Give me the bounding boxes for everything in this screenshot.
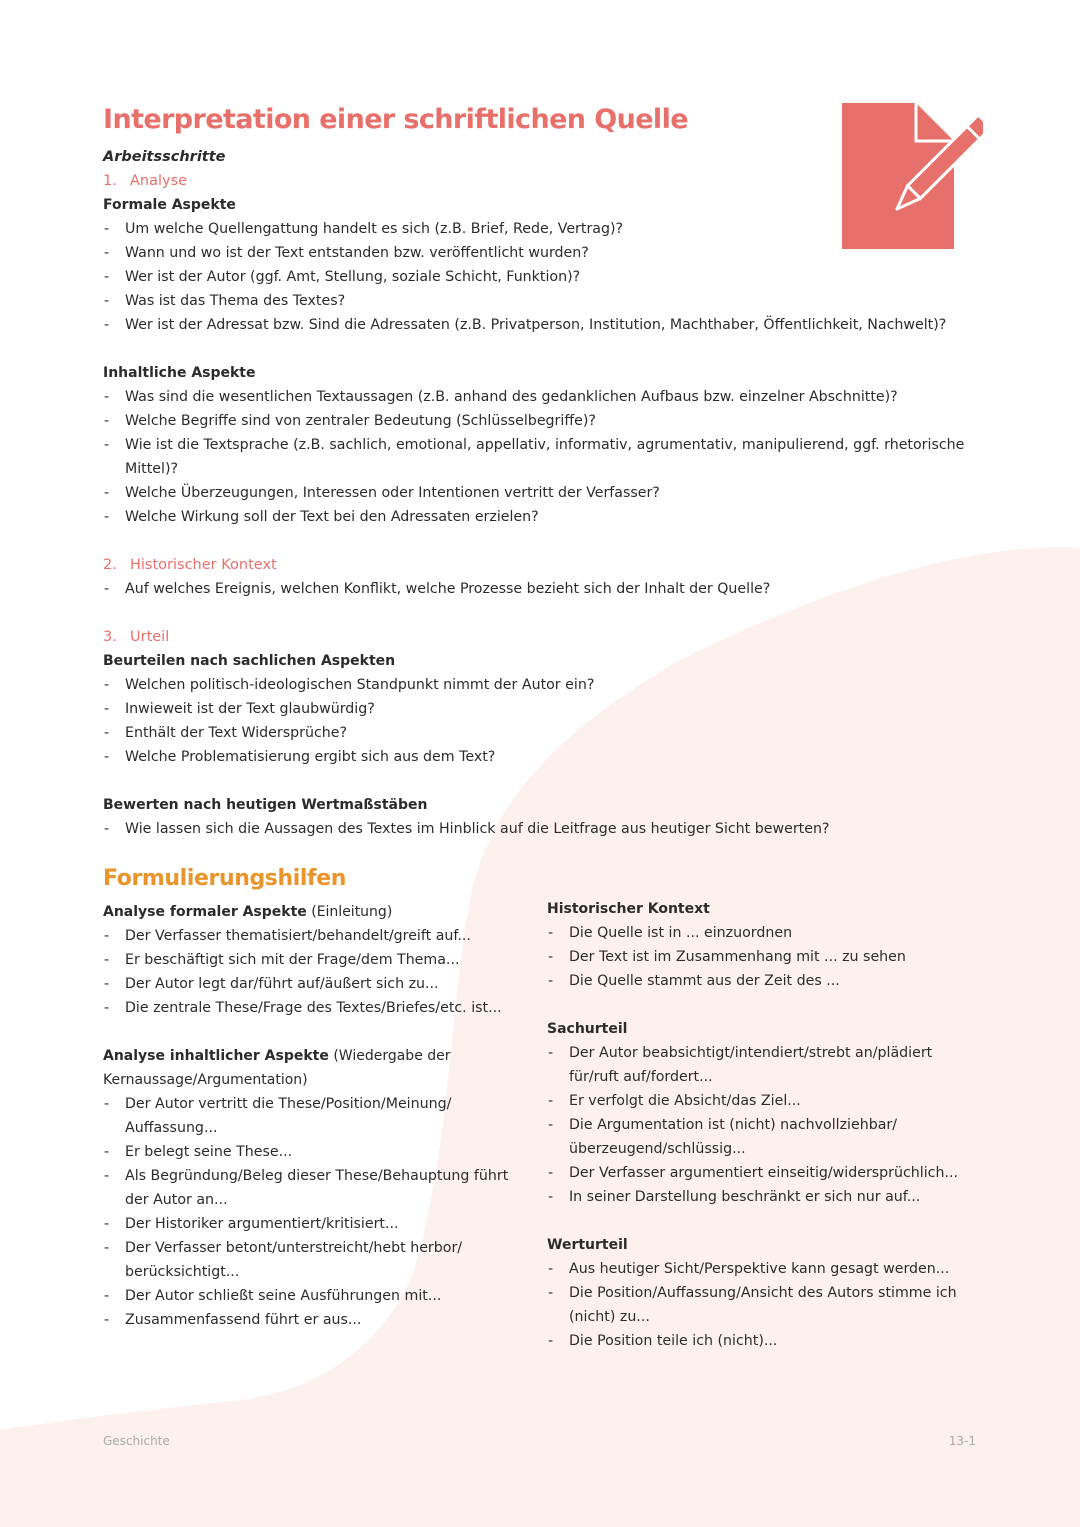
list-item: - Die Quelle ist in ... einzuordnen <box>547 921 977 945</box>
step-3-heading <box>103 625 983 649</box>
list-item: - Die Position/Auffassung/Ansicht des Autors stimme ich (nicht) zu... <box>547 1281 967 1329</box>
werturteil-list <box>547 1257 967 1353</box>
factual-judgement-heading: Beurteilen nach sachlichen Aspekten <box>103 653 396 669</box>
step-2-heading <box>103 553 983 577</box>
list-item: - Der Verfasser argumentiert einseitig/widersprüchlich... <box>547 1161 967 1185</box>
value-judgement-heading: Bewerten nach heutigen Wertmaßstäben <box>103 797 428 813</box>
list-item: - Der Autor legt dar/führt auf/äußert sich zu... <box>103 972 523 996</box>
list-item: - Der Verfasser thematisiert/behandelt/greift auf... <box>103 924 523 948</box>
step-2-label: Historischer Kontext <box>130 557 277 573</box>
list-item: - Der Verfasser betont/unterstreicht/hebt herbor/ berücksichtigt... <box>103 1236 513 1284</box>
step-3-label: Urteil <box>130 629 170 645</box>
phrases-right-column <box>547 897 977 1353</box>
list-item: - Wer ist der Adressat bzw. Sind die Adressaten (z.B. Privatperson, Institution, Machthaber, Öffentlichkeit, Nachwelt)? <box>103 313 983 337</box>
phrases-left-column <box>103 900 523 1332</box>
page-title: Interpretation einer schriftlichen Quelle <box>103 104 688 135</box>
list-item: - Die Argumentation ist (nicht) nachvollziehbar/ überzeugend/schlüssig... <box>547 1113 967 1161</box>
step-1-number: 1. <box>103 173 117 189</box>
list-item: - Welche Überzeugungen, Interessen oder Intentionen vertritt der Verfasser? <box>103 481 983 505</box>
list-item: - Was sind die wesentlichen Textaussagen (z.B. anhand des gedanklichen Aufbaus bzw. einzelner Abschnitte)? <box>103 385 983 409</box>
context-phrases-list <box>547 921 977 993</box>
context-phrases-heading: Historischer Kontext <box>547 901 710 917</box>
factual-judgement-list <box>103 673 983 769</box>
list-item: - Aus heutiger Sicht/Perspektive kann gesagt werden... <box>547 1257 967 1281</box>
list-item: - Er verfolgt die Absicht/das Ziel... <box>547 1089 967 1113</box>
formal-phrases-list <box>103 924 523 1020</box>
formal-phrases-heading <box>103 900 523 924</box>
content-phrases-list <box>103 1092 513 1332</box>
formal-phrases-heading-bold: Analyse formaler Aspekte <box>103 904 307 920</box>
list-item: - Zusammenfassend führt er aus... <box>103 1308 513 1332</box>
content-aspects-heading: Inhaltliche Aspekte <box>103 365 256 381</box>
list-item: - Wer ist der Autor (ggf. Amt, Stellung, soziale Schicht, Funktion)? <box>103 265 983 289</box>
list-item: - Welchen politisch-ideologischen Standpunkt nimmt der Autor ein? <box>103 673 983 697</box>
list-item: - Inwieweit ist der Text glaubwürdig? <box>103 697 983 721</box>
list-item: - Der Text ist im Zusammenhang mit ... zu sehen <box>547 945 977 969</box>
list-item: - Wie ist die Textsprache (z.B. sachlich, emotional, appellativ, informativ, agrumentativ, manipulierend, ggf. rhetorische Mittel)? <box>103 433 983 481</box>
content-aspects-list <box>103 385 983 529</box>
step-2-number: 2. <box>103 557 117 573</box>
formulierungshilfen-title: Formulierungshilfen <box>103 866 347 891</box>
list-item: - Der Autor vertritt die These/Position/Meinung/ Auffassung... <box>103 1092 513 1140</box>
formal-aspects-list <box>103 217 983 337</box>
list-item: - Er belegt seine These... <box>103 1140 513 1164</box>
list-item: - Als Begründung/Beleg dieser These/Behauptung führt der Autor an... <box>103 1164 513 1212</box>
list-item: - Er beschäftigt sich mit der Frage/dem Thema... <box>103 948 523 972</box>
list-item: - Welche Begriffe sind von zentraler Bedeutung (Schlüsselbegriffe)? <box>103 409 983 433</box>
list-item: - Die Quelle stammt aus der Zeit des ... <box>547 969 977 993</box>
list-item: - Die zentrale These/Frage des Textes/Briefes/etc. ist... <box>103 996 523 1020</box>
list-item: - Welche Problematisierung ergibt sich aus dem Text? <box>103 745 983 769</box>
list-item: - Wann und wo ist der Text entstanden bzw. veröffentlicht wurden? <box>103 241 983 265</box>
footer-subject: Geschichte <box>103 1434 170 1448</box>
list-item: - Wie lassen sich die Aussagen des Textes im Hinblick auf die Leitfrage aus heutiger Sicht bewerten? <box>103 817 983 841</box>
content-phrases-heading <box>103 1044 463 1092</box>
sachurteil-heading: Sachurteil <box>547 1021 628 1037</box>
arbeitsschritte-section <box>103 145 983 841</box>
subtitle-arbeitsschritte: Arbeitsschritte <box>103 149 226 165</box>
sachurteil-list <box>547 1041 967 1209</box>
list-item: - Enthält der Text Widersprüche? <box>103 721 983 745</box>
footer-page-number: 13-1 <box>948 1434 976 1448</box>
content-phrases-heading-bold: Analyse inhaltlicher Aspekte <box>103 1048 329 1064</box>
list-item: - Auf welches Ereignis, welchen Konflikt, welche Prozesse bezieht sich der Inhalt der Quelle? <box>103 577 983 601</box>
list-item: - Die Position teile ich (nicht)... <box>547 1329 967 1353</box>
step-1-heading <box>103 169 983 193</box>
context-list <box>103 577 983 601</box>
werturteil-heading: Werturteil <box>547 1237 628 1253</box>
list-item: - In seiner Darstellung beschränkt er sich nur auf... <box>547 1185 967 1209</box>
list-item: - Der Historiker argumentiert/kritisiert... <box>103 1212 513 1236</box>
list-item: - Welche Wirkung soll der Text bei den Adressaten erzielen? <box>103 505 983 529</box>
content-phrases-heading-note: (Wiedergabe der Kernaussage/Argumentation) <box>103 1048 451 1088</box>
list-item: - Der Autor beabsichtigt/intendiert/strebt an/plädiert für/ruft auf/fordert... <box>547 1041 967 1089</box>
list-item: - Was ist das Thema des Textes? <box>103 289 983 313</box>
formal-aspects-heading: Formale Aspekte <box>103 197 236 213</box>
list-item: - Der Autor schließt seine Ausführungen mit... <box>103 1284 513 1308</box>
step-1-label: Analyse <box>130 173 188 189</box>
list-item: - Um welche Quellengattung handelt es sich (z.B. Brief, Rede, Vertrag)? <box>103 217 983 241</box>
formal-phrases-heading-note: (Einleitung) <box>306 904 393 920</box>
step-3-number: 3. <box>103 629 117 645</box>
value-judgement-list <box>103 817 983 841</box>
